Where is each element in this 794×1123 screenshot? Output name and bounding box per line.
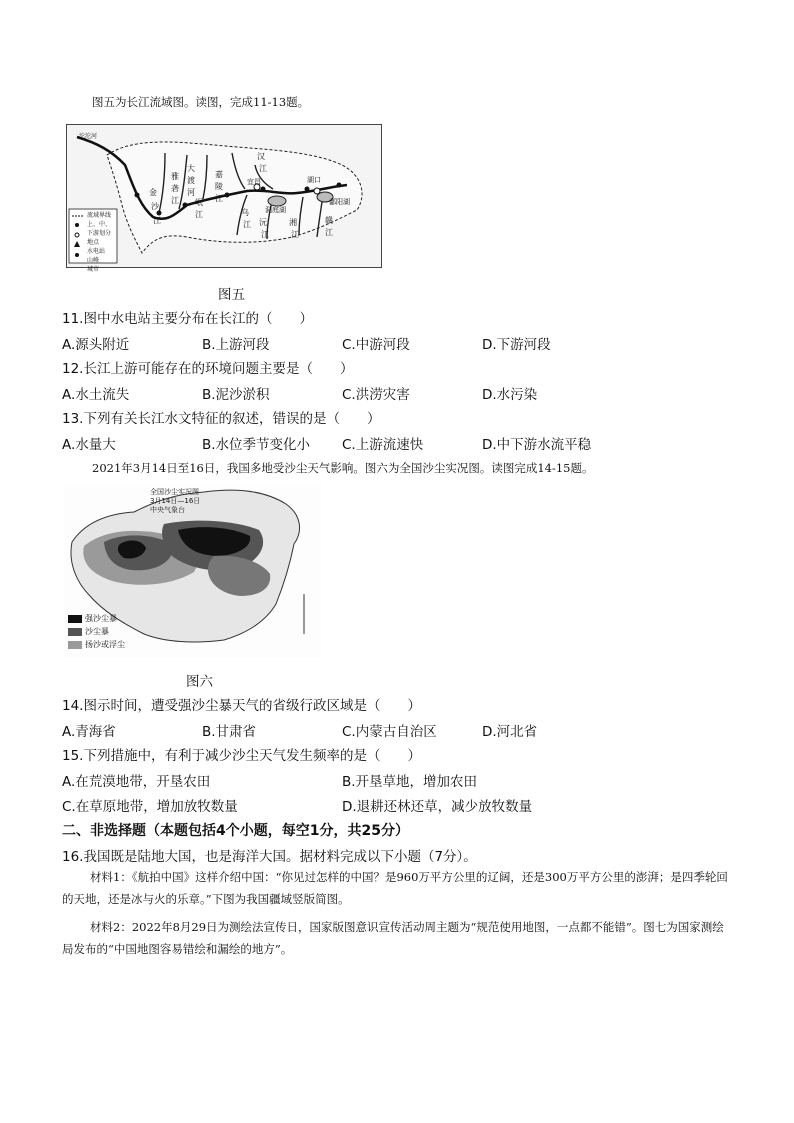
q12-stem: 12.长江上游可能存在的环境问题主要是（ ） bbox=[62, 361, 354, 377]
q11-option-d[interactable]: D.下游河段 bbox=[482, 337, 551, 353]
label-xiang-1: 湘 bbox=[289, 218, 297, 227]
label-wu-2: 江 bbox=[243, 220, 251, 229]
label-yuan-2: 江 bbox=[261, 230, 269, 239]
legend-item: 流域界线 bbox=[87, 212, 112, 219]
q13-option-b[interactable]: B.水位季节变化小 bbox=[202, 437, 311, 453]
q15-option-a[interactable]: A.在荒漠地带，开垦农田 bbox=[62, 774, 211, 790]
label-jialing-3: 江 bbox=[215, 194, 223, 203]
fig6-caption: 图六 bbox=[186, 674, 213, 690]
legend-item-storm bbox=[68, 625, 125, 638]
q11-stem: 11.图中水电站主要分布在长江的（ ） bbox=[62, 311, 313, 327]
legend-item: 水电站 bbox=[87, 248, 106, 255]
dust-map-title-line: 全国沙尘实况图 bbox=[150, 488, 199, 496]
q14-option-b[interactable]: B.甘肃省 bbox=[202, 724, 257, 740]
section-heading: 二、非选择题（本题包括4个小题，每空1分，共25分） bbox=[62, 823, 409, 839]
q13-option-d[interactable]: D.中下游水流平稳 bbox=[482, 437, 592, 453]
label-gan-2: 江 bbox=[325, 228, 333, 237]
q12-option-c[interactable]: C.洪涝灾害 bbox=[342, 387, 410, 403]
q13-stem: 13.下列有关长江水文特征的叙述，错误的是（ ） bbox=[62, 411, 381, 427]
label-dadu-1: 大 bbox=[187, 164, 195, 173]
q14-option-d[interactable]: D.河北省 bbox=[482, 724, 538, 740]
q12-option-b[interactable]: B.泥沙淤积 bbox=[202, 387, 270, 403]
q15-stem: 15.下列措施中，有利于减少沙尘天气发生频率的是（ ） bbox=[62, 748, 421, 764]
legend-item: 城市 bbox=[87, 266, 100, 273]
label-jinsha-1: 金 bbox=[149, 188, 157, 197]
legend-swatch bbox=[68, 615, 82, 623]
legend-label: 扬沙或浮尘 bbox=[85, 640, 125, 649]
fig5-legend bbox=[87, 211, 115, 274]
fig5-caption: 图五 bbox=[218, 287, 245, 303]
label-jinsha-2: 沙 bbox=[151, 202, 159, 211]
label-yuan-1: 沅 bbox=[259, 218, 267, 227]
legend-title: 沱沱河 bbox=[79, 133, 98, 140]
label-xiang-2: 江 bbox=[291, 230, 299, 239]
q13-option-a[interactable]: A.水量大 bbox=[62, 437, 116, 453]
label-hukou: 湖口 bbox=[307, 176, 321, 184]
q15-option-b[interactable]: B.开垦草地，增加农田 bbox=[342, 774, 478, 790]
dust-map bbox=[64, 484, 322, 658]
label-dadu-2: 渡 bbox=[187, 176, 195, 185]
label-han-1: 汉 bbox=[257, 152, 265, 161]
q12-option-d[interactable]: D.水污染 bbox=[482, 387, 538, 403]
intro-fig6: 2021年3月14日至16日，我国多地受沙尘天气影响。图六为全国沙尘实况图。读图完成14-15题。 bbox=[92, 461, 594, 475]
dust-map-title-line: 中央气象台 bbox=[150, 506, 185, 514]
q15-option-d[interactable]: D.退耕还林还草，减少放牧数量 bbox=[342, 799, 533, 815]
label-yichang: 宜昌 bbox=[247, 178, 261, 186]
label-han-2: 江 bbox=[259, 164, 267, 173]
q16-material1: 材料1：《航拍中国》这样介绍中国：“你见过怎样的中国？是960万平方公里的辽阔，还是300万平方公里的澎湃；是四季轮回的天地，还是冰与火的乐章。”下图为我国疆域竖版简图。 bbox=[62, 870, 728, 906]
q11-option-b[interactable]: B.上游河段 bbox=[202, 337, 270, 353]
q16-material2: 材料2：2022年8月29日为测绘法宣传日，国家版图意识宣传活动周主题为“规范使用地图，一点都不能错”。图七为国家测绘局发布的“中国地图容易错绘和漏绘的地方”。 bbox=[62, 920, 724, 956]
label-dadu-3: 河 bbox=[187, 188, 195, 197]
label-yalong-2: 砻 bbox=[171, 184, 179, 193]
label-jialing-2: 陵 bbox=[215, 182, 223, 191]
dust-map-title-line: 3月14日—16日 bbox=[150, 497, 201, 505]
q13-option-c[interactable]: C.上游流速快 bbox=[342, 437, 424, 453]
legend-swatch bbox=[68, 628, 82, 636]
label-yalong-3: 江 bbox=[171, 196, 179, 205]
label-jinsha-3: 江 bbox=[153, 216, 161, 225]
legend-swatch bbox=[68, 641, 82, 649]
label-gan-1: 赣 bbox=[325, 216, 333, 225]
q14-option-a[interactable]: A.青海省 bbox=[62, 724, 116, 740]
legend-item-strong bbox=[68, 612, 125, 625]
label-wu-1: 乌 bbox=[241, 208, 249, 217]
legend-item: 山峰 bbox=[87, 257, 100, 264]
q11-option-c[interactable]: C.中游河段 bbox=[342, 337, 410, 353]
label-yalong-1: 雅 bbox=[171, 172, 179, 181]
label-min-1: 岷 bbox=[195, 198, 203, 207]
label-min-2: 江 bbox=[195, 210, 203, 219]
label-poyang: 鄱阳湖 bbox=[329, 198, 350, 206]
legend-label: 强沙尘暴 bbox=[85, 614, 117, 623]
dust-map-title bbox=[150, 488, 200, 515]
q16-stem: 16.我国既是陆地大国，也是海洋大国。据材料完成以下小题（7分）。 bbox=[62, 849, 477, 865]
yangtze-basin-map bbox=[66, 124, 382, 273]
label-jialing-1: 嘉 bbox=[215, 170, 223, 179]
legend-item: 上、中、下游划分地点 bbox=[87, 221, 112, 246]
q11-option-a[interactable]: A.源头附近 bbox=[62, 337, 130, 353]
q14-stem: 14.图示时间，遭受强沙尘暴天气的省级行政区域是（ ） bbox=[62, 698, 421, 714]
q15-option-c[interactable]: C.在草原地带，增加放牧数量 bbox=[62, 799, 238, 815]
q12-option-a[interactable]: A.水土流失 bbox=[62, 387, 130, 403]
label-dongting: 洞庭湖 bbox=[265, 206, 286, 214]
intro-fig5: 图五为长江流域图。读图，完成11-13题。 bbox=[92, 95, 310, 109]
q14-option-c[interactable]: C.内蒙古自治区 bbox=[342, 724, 437, 740]
dust-legend bbox=[68, 612, 125, 651]
legend-item-dust bbox=[68, 638, 125, 651]
legend-label: 沙尘暴 bbox=[85, 627, 109, 636]
